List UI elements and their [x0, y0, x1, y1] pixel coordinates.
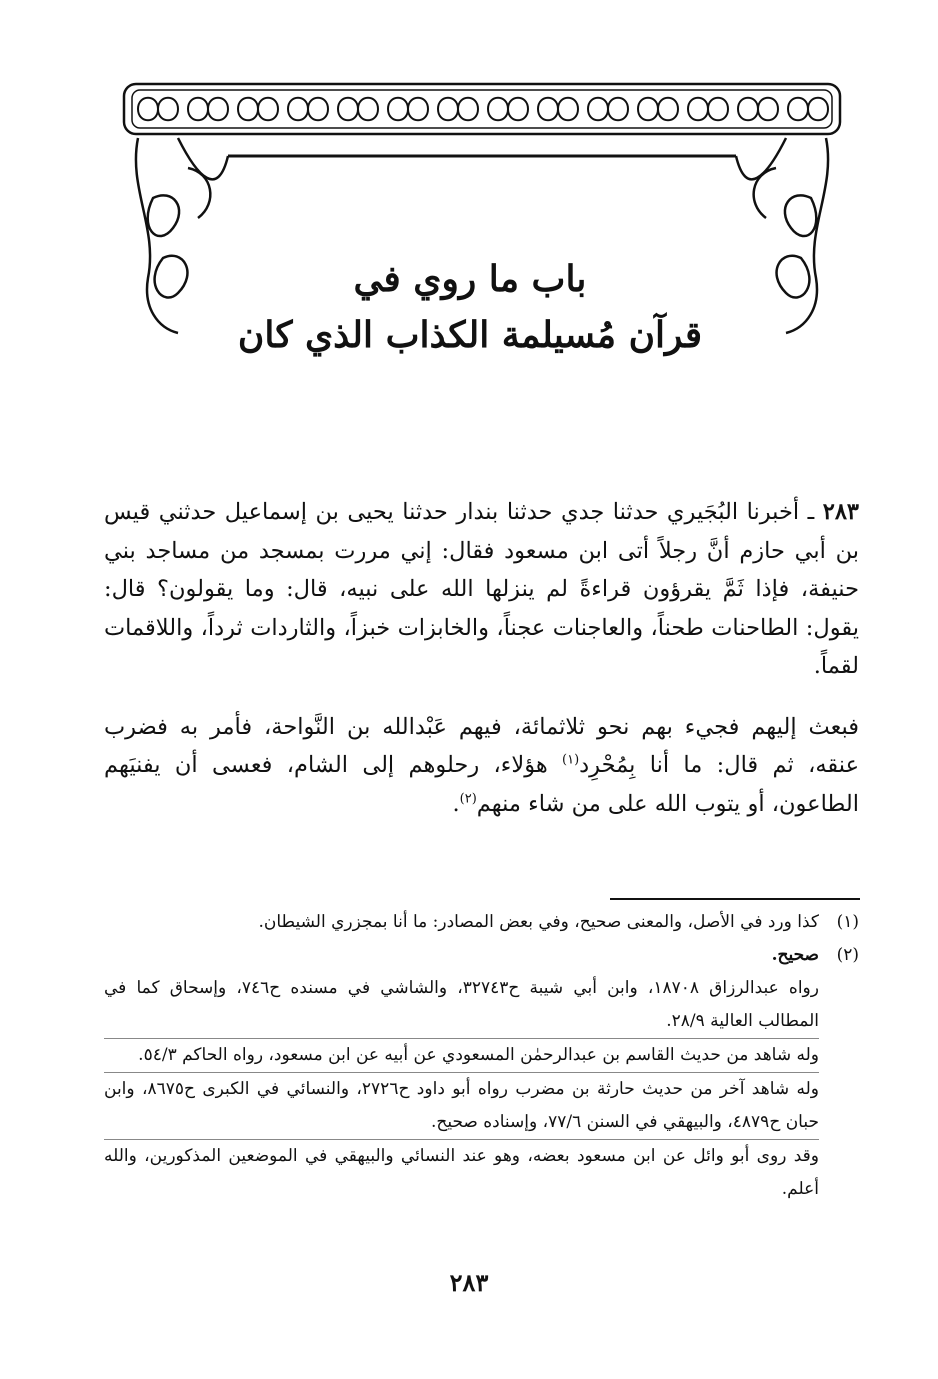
footnote-ref-2[interactable]: (٢): [459, 791, 477, 806]
continuation-paragraph: [104, 708, 859, 824]
paragraph-text: هؤلاء، رحلوهم إلى الشام، فعسى أن يفنيَهم الطاعون، أو يتوب الله على من شاء منهم: [104, 752, 859, 817]
footnote-2-source-4: وقد روى أبو وائل عن ابن مسعود بعضه، وهو عند النسائي والبيهقي في الموضعين المذكورين، والله أعلم.: [104, 1139, 819, 1206]
knot-motif: [438, 98, 478, 121]
knot-motif: [138, 98, 178, 121]
footnote-label: (١): [836, 912, 859, 932]
knot-motif: [588, 98, 628, 121]
knot-motif: [238, 98, 278, 121]
footnote-label: (٢): [836, 945, 859, 965]
knot-motif: [288, 98, 328, 121]
footnote-1: [104, 906, 859, 939]
chapter-title-line-1: باب ما روي في: [353, 258, 587, 300]
knot-motif: [688, 98, 728, 121]
footnote-separator: [610, 898, 860, 900]
page-number: ٢٨٣: [449, 1268, 489, 1297]
paragraph-end: .: [452, 790, 460, 817]
knot-motif: [638, 98, 678, 121]
knot-motif: [188, 98, 228, 121]
knot-motif: [788, 98, 828, 121]
knot-motif: [388, 98, 428, 121]
footnote-2-source-1: رواه عبدالرزاق ١٨٧٠٨، وابن أبي شيبة ح٣٢٧٤٣، والشاشي في مسنده ح٧٤٦، وإسحاق كما في المطالب العالية ٢٨/٩.: [104, 978, 819, 1031]
footnote-ref-1[interactable]: (١): [562, 752, 580, 768]
footnote-text: كذا ورد في الأصل، والمعنى صحيح، وفي بعض المصادر: ما أنا بمجزري الشيطان.: [258, 912, 819, 932]
chapter-title-line-2: قرآن مُسيلمة الكذاب الذي كان: [237, 314, 703, 356]
hadith-number: ٢٨٣: [822, 499, 859, 525]
paragraph-text: فبعث إليهم فجيء بهم نحو ثلاثمائة، فيهم عَبْدالله بن النَّواحة، فأمر به فضرب عنقه، ثم قال: ما أنا بِمُحْرِد: [104, 713, 859, 778]
footnote-2: [104, 939, 859, 972]
main-text: [104, 493, 859, 823]
knot-motif: [338, 98, 378, 121]
footnote-2-source-2: وله شاهد من حديث القاسم بن عبدالرحمٰن المسعودي عن أبيه عن ابن مسعود، رواه الحاكم ٥٤/٣.: [104, 1038, 819, 1072]
hadith-text: ـ أخبرنا البُجَيري حدثنا جدي حدثنا بندار حدثنا يحيى بن إسماعيل حدثني قيس بن أبي حازم أنَّ رجلاً أتى ابن مسعود فقال: إني مررت بمسجد من مساجد بني حنيفة، فإذا ثَمَّ يقرؤون قراءةً لم ينزلها الله على نبيه، قال: وما يقولون؟ قال: يقول: الطاحنات طحناً، والعاجنات عجناً، والخابزات خبزاً، والثاردات ثرداً، واللاقمات لقماً.: [104, 499, 859, 679]
hadith-paragraph: [104, 493, 859, 686]
footnote-verdict: صحيح.: [771, 945, 819, 965]
knot-motif: [538, 98, 578, 121]
knot-motif: [738, 98, 778, 121]
knot-motif: [488, 98, 528, 121]
footnotes: [104, 906, 859, 1206]
footnote-2-source-3: وله شاهد آخر من حديث حارثة بن مضرب رواه أبو داود ح٢٧٢٦، والنسائي في الكبرى ح٨٦٧٥، وابن حبان ح٤٨٧٩، والبيهقي في السنن ٧٧/٦، وإسناده صحيح.: [104, 1072, 819, 1139]
